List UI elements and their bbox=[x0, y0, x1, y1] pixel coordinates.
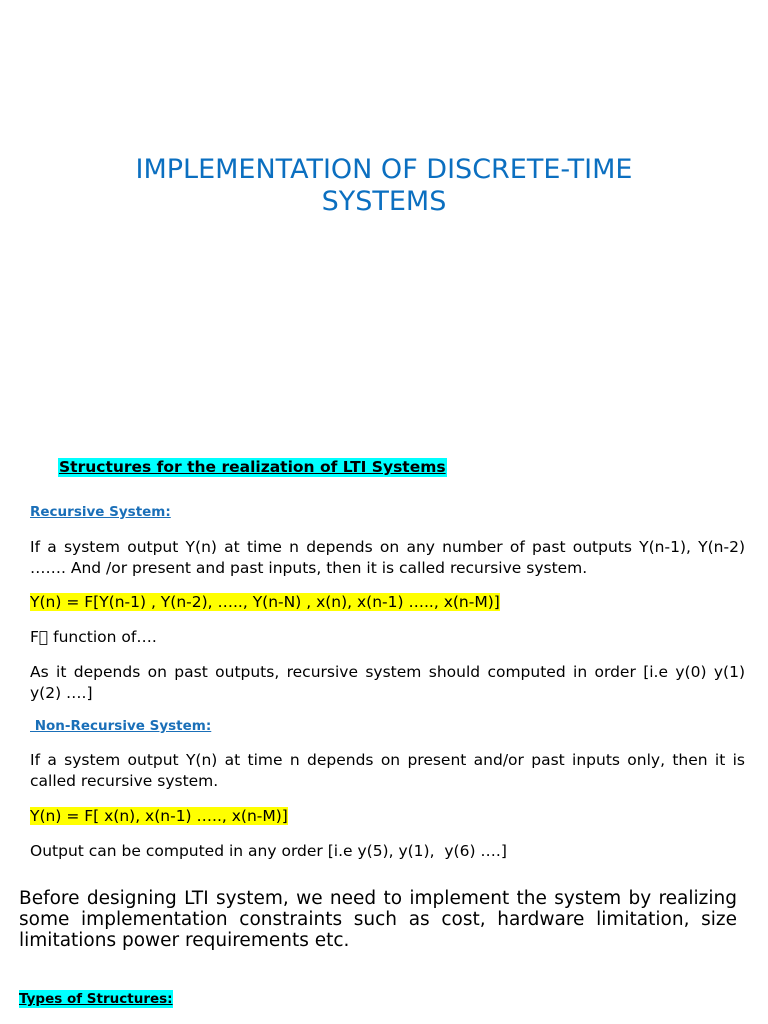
nonrecursive-order-note: Output can be computed in any order [i.e y(5), y(1), y(6) ….] bbox=[30, 842, 507, 860]
recursive-equation: Y(n) = F[Y(n-1) , Y(n-2), ….., Y(n-N) , x(n), x(n-1) ….., x(n-M)] bbox=[30, 593, 500, 611]
nonrecursive-equation-line bbox=[30, 806, 745, 827]
design-constraints-paragraph: Before designing LTI system, we need to implement the system by realizing some implementation constraints such as cost, hardware limitation, size limitations power requirements etc. bbox=[19, 888, 737, 951]
title-line-1: IMPLEMENTATION OF DISCRETE-TIME bbox=[135, 154, 633, 185]
function-note: F  function of…. bbox=[30, 628, 157, 646]
types-of-structures-heading: Types of Structures: bbox=[19, 991, 173, 1007]
recursive-order-note: As it depends on past outputs, recursive system should computed in order [i.e y(0) y(1) y(2) ….] bbox=[30, 663, 745, 702]
recursive-equation-line bbox=[30, 592, 745, 613]
recursive-description: If a system output Y(n) at time n depends on any number of past outputs Y(n-1), Y(n-2) ……. And /or present and past inputs, then it is called recursive system. bbox=[30, 538, 745, 577]
nonrecursive-description: If a system output Y(n) at time n depends on present and/or past inputs only, then it is called recursive system. bbox=[30, 751, 745, 790]
recursive-system-heading: Recursive System: bbox=[30, 504, 171, 520]
page-title bbox=[0, 154, 768, 218]
nonrecursive-equation: Y(n) = F[ x(n), x(n-1) ….., x(n-M)] bbox=[30, 807, 288, 825]
section-heading-structures: Structures for the realization of LTI Systems bbox=[59, 458, 446, 476]
nonrecursive-system-heading: Non-Recursive System: bbox=[30, 718, 212, 734]
title-line-2: SYSTEMS bbox=[321, 186, 447, 217]
